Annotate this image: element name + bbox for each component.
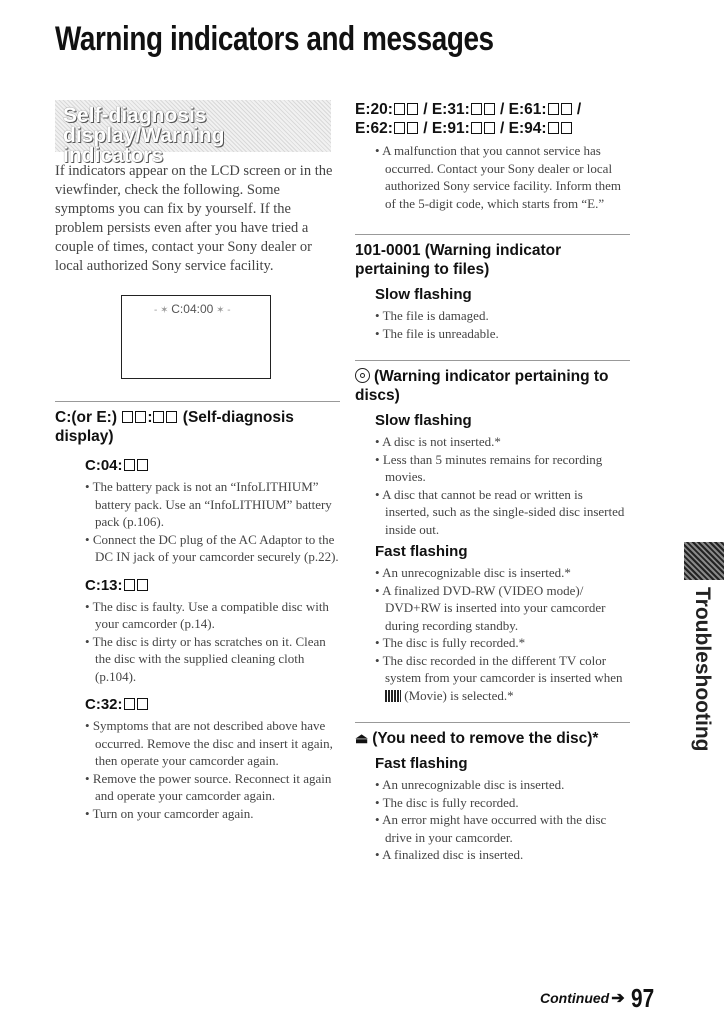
eject-heading	[355, 729, 630, 748]
code-text: E:20:	[355, 101, 393, 118]
page-title: Warning indicators and messages	[55, 20, 494, 58]
continued-label: Continued	[540, 990, 610, 1006]
square-placeholder	[124, 698, 135, 710]
left-column	[55, 100, 340, 822]
divider	[55, 401, 340, 402]
discs-heading	[355, 367, 630, 405]
files-heading: 101-0001 (Warning indicator pertaining to files)	[355, 242, 562, 278]
list-item: • An unrecognizable disc is inserted.*	[375, 564, 630, 582]
code-text: E:62:	[355, 120, 393, 137]
square-placeholder	[166, 411, 177, 423]
code-text: /	[572, 101, 582, 118]
c04-list	[85, 478, 340, 566]
flash-rays-icon: ✶ -	[213, 305, 231, 316]
square-placeholder	[124, 579, 135, 591]
code-text: / E:94:	[495, 120, 547, 137]
disc-icon	[355, 368, 370, 383]
files-slow-heading: Slow flashing	[375, 286, 472, 303]
list-item: • The disc is faulty. Use a compatible disc with your camcorder (p.14).	[85, 598, 340, 633]
code-c32-heading	[85, 695, 340, 714]
c13-list	[85, 598, 340, 686]
movie-icon	[385, 690, 401, 702]
list-item: • Remove the power source. Reconnect it again and operate your camcorder again.	[85, 770, 340, 805]
list-item: • Connect the DC plug of the AC Adaptor to the DC IN jack of your camcorder securely (p.22).	[85, 531, 340, 566]
list-item: • The disc is dirty or has scratches on it. Clean the disc with the supplied cleaning cloth (p.104).	[85, 633, 340, 686]
list-item: • An error might have occurred with the disc drive in your camcorder.	[375, 811, 630, 846]
square-placeholder	[561, 122, 572, 134]
square-placeholder	[137, 698, 148, 710]
square-placeholder	[135, 411, 146, 423]
section-banner: Self-diagnosis display/Warning indicators	[55, 100, 331, 152]
list-item: • The disc is fully recorded.*	[375, 634, 630, 652]
list-item-text: (Movie) is selected.*	[404, 687, 514, 703]
e-codes-heading	[355, 100, 630, 138]
heading-suffix: (Self-diagnosis display)	[55, 409, 294, 445]
eject-icon: ⏏	[355, 730, 369, 746]
eject-heading-text: (You need to remove the disc)*	[372, 730, 599, 747]
code-c32: C:32:	[85, 696, 123, 713]
square-placeholder	[471, 103, 482, 115]
square-placeholder	[484, 103, 495, 115]
divider	[355, 360, 630, 361]
lcd-screen-illustration	[121, 295, 271, 379]
divider	[355, 722, 630, 723]
screen-code	[154, 302, 231, 316]
square-placeholder	[407, 103, 418, 115]
square-placeholder	[124, 459, 135, 471]
side-tab-label: Troubleshooting	[691, 587, 714, 752]
list-item: • A disc is not inserted.*	[375, 433, 630, 451]
flash-rays-icon: - ✶	[154, 305, 172, 316]
eject-list	[375, 776, 630, 864]
list-item	[375, 652, 630, 705]
code-text: / E:31:	[418, 101, 470, 118]
code-c04-heading	[85, 456, 340, 475]
square-placeholder	[122, 411, 133, 423]
list-item: • A finalized DVD-RW (VIDEO mode)/ DVD+RW is inserted into your camcorder during recording standby.	[375, 582, 630, 635]
square-placeholder	[153, 411, 164, 423]
code-c04: C:04:	[85, 457, 123, 474]
square-placeholder	[394, 103, 405, 115]
square-placeholder	[548, 122, 559, 134]
square-placeholder	[137, 459, 148, 471]
list-item: • An unrecognizable disc is inserted.	[375, 776, 630, 794]
discs-slow-list	[375, 433, 630, 538]
code-c13-heading	[85, 576, 340, 595]
discs-fast-list	[375, 564, 630, 704]
discs-slow-heading: Slow flashing	[375, 412, 472, 429]
code-text: / E:61:	[495, 101, 547, 118]
page-number: 97	[630, 983, 654, 1013]
square-placeholder	[407, 122, 418, 134]
files-list	[375, 307, 630, 342]
list-item: • The battery pack is not an “InfoLITHIUM” battery pack. Use an “InfoLITHIUM” battery pack (p.106).	[85, 478, 340, 531]
square-placeholder	[137, 579, 148, 591]
list-item-text: The disc recorded in the different TV color system from your camcorder is inserted when	[382, 652, 623, 685]
side-tab-pattern	[684, 542, 724, 580]
list-item: • The disc is fully recorded.	[375, 794, 630, 812]
list-item: • A disc that cannot be read or written is inserted, such as the single-sided disc inserted inside out.	[375, 486, 630, 539]
e-codes-line-2	[355, 119, 630, 138]
square-placeholder	[471, 122, 482, 134]
list-item: • A finalized disc is inserted.	[375, 846, 630, 864]
code-c13: C:13:	[85, 576, 123, 594]
divider	[355, 234, 630, 235]
square-placeholder	[484, 122, 495, 134]
list-item: • Symptoms that are not described above have occurred. Remove the disc and insert it again, then operate your camcorder again.	[85, 717, 340, 770]
list-item: • The file is unreadable.	[375, 325, 630, 343]
screen-code-text: C:04:00	[171, 302, 214, 316]
eject-fast-heading: Fast flashing	[375, 755, 468, 772]
arrow-right-icon: ➔	[611, 990, 625, 1007]
discs-fast-heading: Fast flashing	[375, 543, 468, 560]
list-item: • Turn on your camcorder again.	[85, 805, 340, 823]
self-diagnosis-heading: C:(or E:) : (Self-diagnosis display)	[55, 409, 294, 445]
list-item: • A malfunction that you cannot service has occurred. Contact your Sony dealer or local authorized Sony service facility. Inform them of the 5-digit code, which starts from “E.”	[375, 142, 630, 212]
right-column	[355, 100, 630, 864]
square-placeholder	[561, 103, 572, 115]
page-footer	[540, 983, 660, 1014]
chapter-side-tab	[684, 542, 724, 752]
list-item: • Less than 5 minutes remains for recording movies.	[375, 451, 630, 486]
c32-list	[85, 717, 340, 822]
discs-heading-text: (Warning indicator pertaining to discs)	[355, 368, 609, 404]
square-placeholder	[548, 103, 559, 115]
intro-paragraph: If indicators appear on the LCD screen or in the viewfinder, check the following. Some symptoms you can fix by yourself. If the problem persists even after you have tried a couple of times, contact your Sony dealer or local authorized Sony service facility.	[55, 163, 333, 274]
code-text: / E:91:	[418, 120, 470, 137]
square-placeholder	[394, 122, 405, 134]
e-codes-list	[375, 142, 630, 212]
list-item: • The file is damaged.	[375, 307, 630, 325]
e-codes-line-1	[355, 100, 630, 119]
heading-prefix: C:(or E:)	[55, 409, 117, 426]
